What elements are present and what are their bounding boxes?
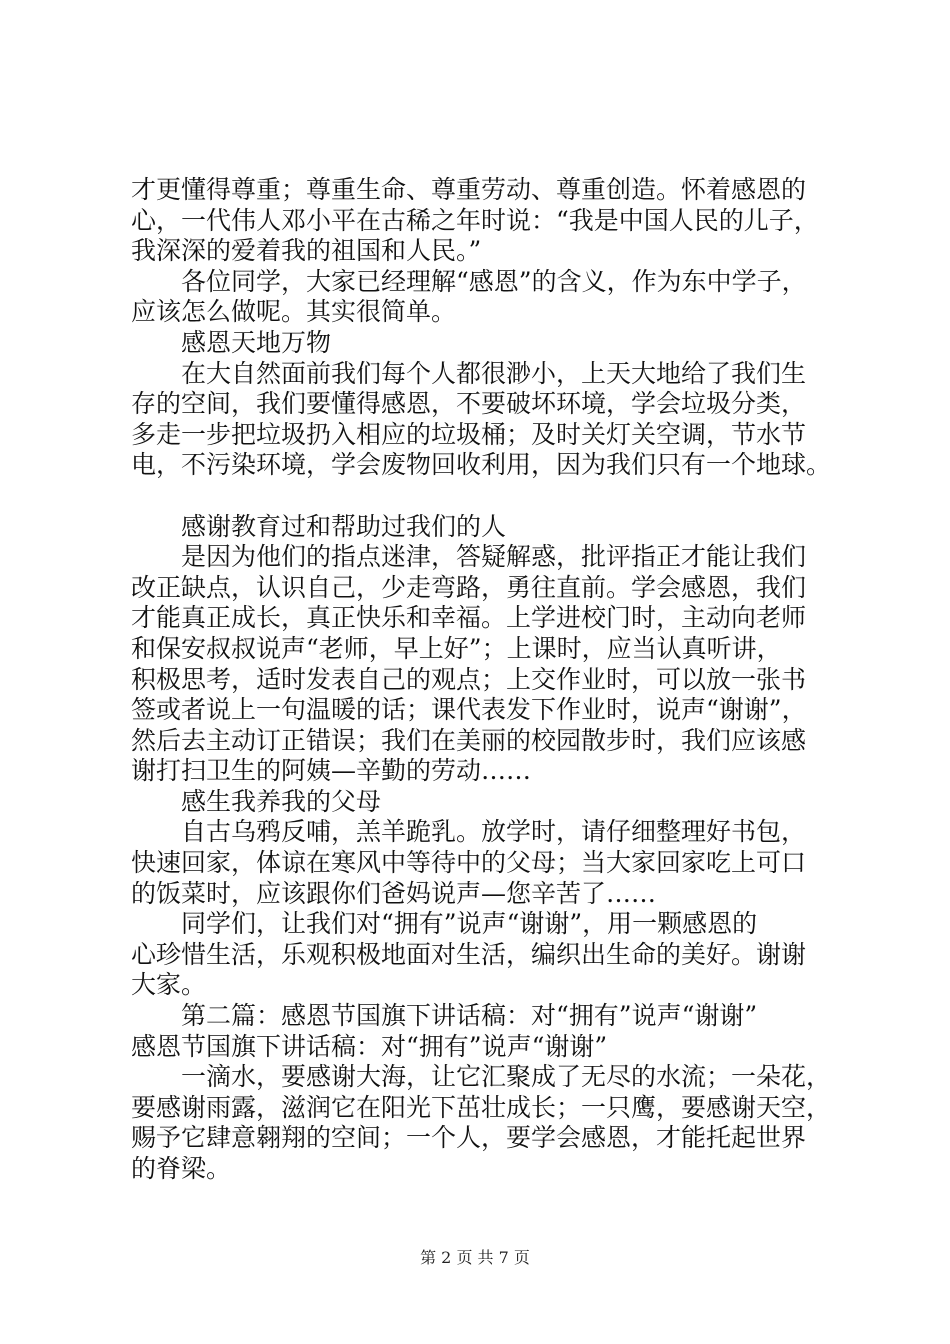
page-footer: 第 2 页 共 7 页 bbox=[420, 1248, 530, 1267]
section-heading: 感生我养我的父母 bbox=[181, 786, 382, 816]
paragraph-line: 赐予它肆意翱翔的空间；一个人，要学会感恩，才能托起世界 bbox=[131, 1123, 807, 1153]
paragraph-line: 一滴水，要感谢大海，让它汇聚成了无尽的水流；一朵花， bbox=[181, 1062, 832, 1092]
paragraph-line: 然后去主动订正错误；我们在美丽的校园散步时，我们应该感 bbox=[131, 725, 807, 755]
paragraph-line: 心珍惜生活，乐观积极地面对生活，编织出生命的美好。谢谢 bbox=[131, 939, 807, 969]
paragraph-line: 同学们，让我们对“拥有”说声“谢谢”，用一颗感恩的 bbox=[181, 909, 758, 939]
paragraph-line: 的饭菜时，应该跟你们爸妈说声—您辛苦了…… bbox=[131, 878, 657, 908]
document-body bbox=[131, 175, 851, 1185]
paragraph-line: 签或者说上一句温暖的话；课代表发下作业时，说声“谢谢”， bbox=[131, 695, 807, 725]
paragraph-line: 谢打扫卫生的阿姨—辛勤的劳动…… bbox=[131, 756, 532, 786]
chapter-title: 第二篇：感恩节国旗下讲话稿：对“拥有”说声“谢谢” bbox=[181, 1001, 758, 1031]
paragraph-line: 存的空间，我们要懂得感恩，不要破坏环境，学会垃圾分类， bbox=[131, 389, 807, 419]
section-heading: 感恩天地万物 bbox=[181, 327, 332, 357]
paragraph-line: 要感谢雨露，滋润它在阳光下茁壮成长；一只鹰，要感谢天空， bbox=[131, 1092, 832, 1122]
paragraph-line: 改正缺点，认识自己，少走弯路，勇往直前。学会感恩，我们 bbox=[131, 572, 807, 602]
paragraph-line: 电，不污染环境，学会废物回收利用，因为我们只有一个地球。 bbox=[131, 450, 832, 480]
paragraph-line: 多走一步把垃圾扔入相应的垃圾桶；及时关灯关空调，节水节 bbox=[131, 419, 807, 449]
chapter-subtitle: 感恩节国旗下讲话稿：对“拥有”说声“谢谢” bbox=[131, 1031, 608, 1061]
paragraph-line: 积极思考，适时发表自己的观点；上交作业时，可以放一张书 bbox=[131, 664, 807, 694]
paragraph-line: 心，一代伟人邓小平在古稀之年时说：“我是中国人民的儿子， bbox=[131, 205, 819, 235]
paragraph-line: 各位同学，大家已经理解“感恩”的含义，作为东中学子， bbox=[181, 266, 807, 296]
paragraph-line: 自古乌鸦反哺，羔羊跪乳。放学时，请仔细整理好书包， bbox=[181, 817, 807, 847]
paragraph-line: 我深深的爱着我的祖国和人民。” bbox=[131, 236, 482, 266]
paragraph-line: 在大自然面前我们每个人都很渺小，上天大地给了我们生 bbox=[181, 358, 807, 388]
blank-line bbox=[131, 481, 851, 512]
paragraph-line: 快速回家，体谅在寒风中等待中的父母；当大家回家吃上可口 bbox=[131, 848, 807, 878]
paragraph-line: 应该怎么做呢。其实很简单。 bbox=[131, 297, 457, 327]
section-heading: 感谢教育过和帮助过我们的人 bbox=[181, 511, 507, 541]
paragraph-line: 才能真正成长，真正快乐和幸福。上学进校门时，主动向老师 bbox=[131, 603, 807, 633]
paragraph-line: 才更懂得尊重；尊重生命、尊重劳动、尊重创造。怀着感恩的 bbox=[131, 175, 807, 204]
paragraph-line: 是因为他们的指点迷津，答疑解惑，批评指正才能让我们 bbox=[181, 542, 807, 572]
paragraph-line: 大家。 bbox=[131, 970, 207, 1000]
paragraph-line: 的脊梁。 bbox=[131, 1154, 232, 1183]
paragraph-line: 和保安叔叔说声“老师，早上好”；上课时，应当认真听讲， bbox=[131, 633, 782, 663]
